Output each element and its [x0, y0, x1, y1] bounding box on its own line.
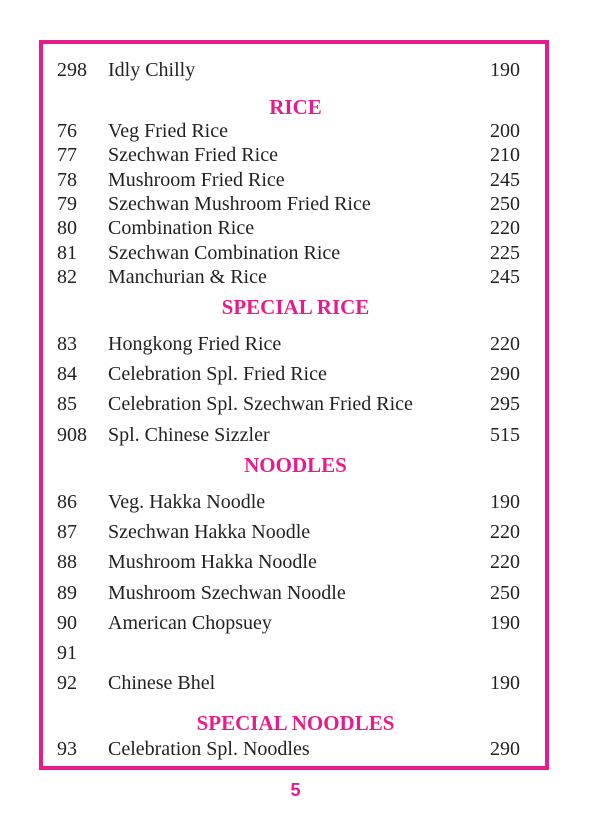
menu-item-79 [0, 192, 591, 216]
menu-item-87 [0, 520, 591, 544]
menu-item-84 [0, 362, 591, 386]
section-heading-special-noodles: SPECIAL NOODLES [196, 711, 395, 735]
item-number: 82 [57, 266, 77, 288]
item-price: 220 [490, 333, 520, 355]
item-name: Mushroom Szechwan Noodle [108, 582, 346, 604]
item-number: 84 [57, 363, 77, 385]
item-price: 190 [490, 612, 520, 634]
item-name: American Chopsuey [108, 612, 272, 634]
item-name: Idly Chilly [108, 59, 196, 81]
page-number: 5 [290, 780, 301, 800]
item-name: Celebration Spl. Fried Rice [108, 363, 327, 385]
item-name: Hongkong Fried Rice [108, 333, 282, 355]
item-price: 295 [490, 393, 520, 415]
section-heading-rice: RICE [269, 95, 322, 119]
item-number: 88 [57, 551, 77, 573]
item-number: 86 [57, 491, 77, 513]
item-number: 81 [57, 242, 77, 264]
item-number: 76 [57, 120, 77, 142]
item-name: Veg Fried Rice [108, 120, 228, 142]
item-number: 83 [57, 333, 77, 355]
menu-item-82 [0, 265, 591, 289]
item-price: 190 [490, 491, 520, 513]
item-price: 515 [490, 424, 520, 446]
item-number: 89 [57, 582, 77, 604]
menu-item-91 [0, 641, 591, 665]
item-name: Mushroom Hakka Noodle [108, 551, 317, 573]
item-name: Veg. Hakka Noodle [108, 491, 266, 513]
item-number: 87 [57, 521, 77, 543]
item-price: 250 [490, 582, 520, 604]
item-price: 220 [490, 521, 520, 543]
item-number: 908 [57, 424, 87, 446]
item-name: Szechwan Hakka Noodle [108, 521, 311, 543]
section-heading-noodles: NOODLES [244, 453, 347, 477]
item-price: 220 [490, 551, 520, 573]
item-number: 79 [57, 193, 77, 215]
item-price: 220 [490, 217, 520, 239]
item-name: Celebration Spl. Noodles [108, 738, 310, 760]
item-name: Combination Rice [108, 217, 255, 239]
item-price: 245 [490, 266, 520, 288]
section-heading-special-rice: SPECIAL RICE [221, 295, 370, 319]
item-price: 190 [490, 59, 520, 81]
menu-item-80 [0, 216, 591, 240]
item-number: 298 [57, 59, 87, 81]
item-price: 210 [490, 144, 520, 166]
item-number: 90 [57, 612, 77, 634]
menu-item-86 [0, 490, 591, 514]
item-name: Szechwan Combination Rice [108, 242, 341, 264]
item-price: 250 [490, 193, 520, 215]
menu-item-90 [0, 611, 591, 635]
menu-item-908 [0, 423, 591, 447]
item-number: 93 [57, 738, 77, 760]
item-price: 200 [490, 120, 520, 142]
menu-item-89 [0, 581, 591, 605]
item-number: 92 [57, 672, 77, 694]
menu-item-88 [0, 550, 591, 574]
menu-item-77 [0, 143, 591, 167]
item-number: 78 [57, 169, 77, 191]
item-name: Celebration Spl. Szechwan Fried Rice [108, 393, 413, 415]
menu-item-81 [0, 241, 591, 265]
item-price: 290 [490, 363, 520, 385]
item-name: Spl. Chinese Sizzler [108, 424, 270, 446]
item-price: 225 [490, 242, 520, 264]
item-number: 80 [57, 217, 77, 239]
menu-item-85 [0, 392, 591, 416]
item-number: 85 [57, 393, 77, 415]
item-name: Szechwan Mushroom Fried Rice [108, 193, 371, 215]
menu-item-76 [0, 119, 591, 143]
menu-item-92 [0, 671, 591, 695]
menu-item-93 [0, 737, 591, 761]
menu-item-83 [0, 332, 591, 356]
menu-item-298 [0, 58, 591, 82]
item-name: Manchurian & Rice [108, 266, 267, 288]
item-number: 77 [57, 144, 77, 166]
item-price: 190 [490, 672, 520, 694]
item-name: Chinese Bhel [108, 672, 216, 694]
menu-item-78 [0, 168, 591, 192]
item-name: Szechwan Fried Rice [108, 144, 278, 166]
item-price: 245 [490, 169, 520, 191]
item-number: 91 [57, 642, 77, 664]
item-price: 290 [490, 738, 520, 760]
item-name: Mushroom Fried Rice [108, 169, 285, 191]
